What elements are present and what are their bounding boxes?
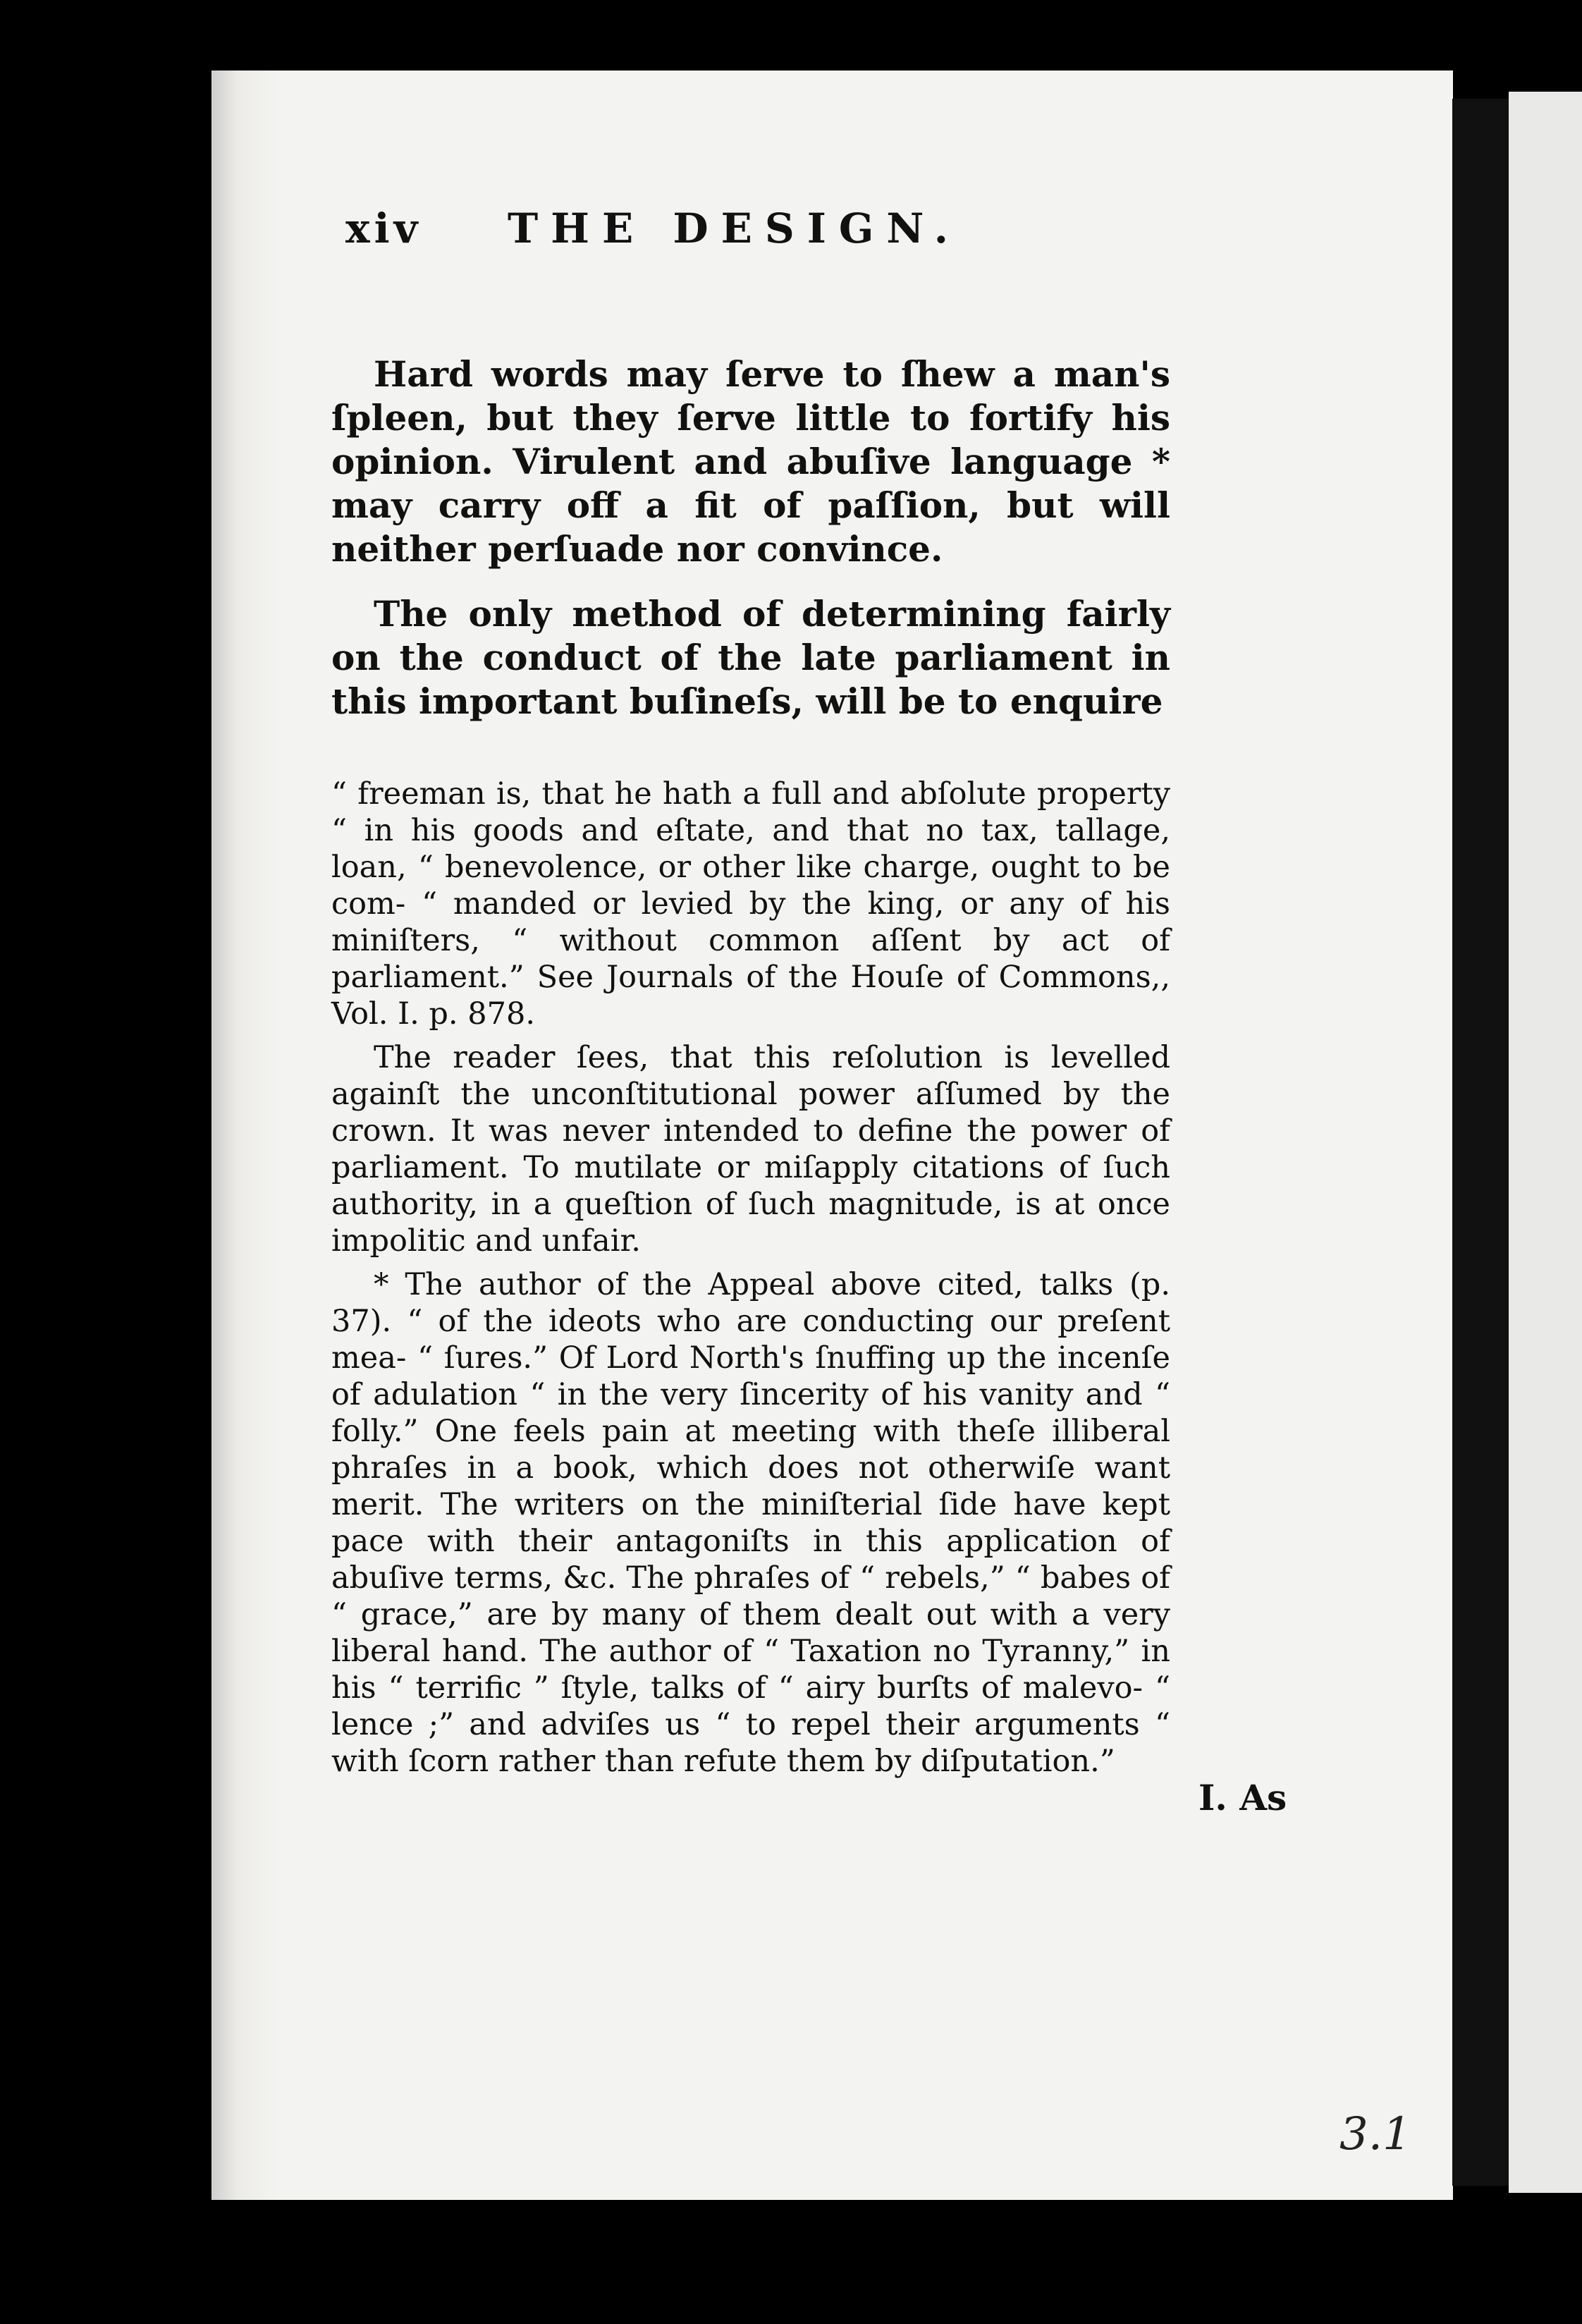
footnote-paragraph: * The author of the Appeal above cited, talks (p. 37). “ of the ideots who are conducting our preſent mea- “ ſures.” Of Lord North's ſnuffing up the incenſe of adulation “ in the very ſincerity of his vanity and “ folly.” One feels pain at meeting with theſe illiberal phraſes in a book, which does not otherwiſe want merit. The writers on the miniſterial ſide have kept pace with their antagoniſts in this application of abuſive terms, &c. The phraſes of “ rebels,” “ babes of “ grace,” are by many of them dealt out with a very liberal hand. The author of “ Taxation no Tyranny,” in his “ terrific ” ſtyle, talks of “ airy burſts of malevo- “ lence ;” and adviſes us “ to repel their arguments “ with ſcorn rather than refute them by diſputation.” (331, 1267, 1170, 1779)
paragraph: The only method of determining fairly on the conduct of the late parliament in this important buſineſs, will be to enquire (331, 593, 1170, 722)
footnote-paragraph: “ freeman is, that he hath a full and abſolute property “ in his goods and eſtate, and that no tax, tallage, loan, “ benevolence, or other like charge, ought to be com- “ manded or levied by the king, or any of his miniſters, “ without common aſſent by act of parliament.” See Journals of the Houſe of Commons,, Vol. I. p. 878. (331, 776, 1170, 1032)
footnote-block (331, 776, 1170, 1787)
page-number: xiv (345, 204, 422, 252)
book-binding (1452, 99, 1509, 2186)
paragraph: Hard words may ſerve to ſhew a man's ſpleen, but they ſerve little to fortify his opinion. Virulent and abuſive language * may carry off a fit of paſſion, but will neither perſuade nor convince. (331, 353, 1170, 570)
running-header (345, 204, 1163, 275)
main-text (331, 353, 1170, 745)
handwritten-margin-note: 3.1 (1339, 2108, 1411, 2160)
running-title: THE DESIGN. (508, 204, 961, 252)
footnote-paragraph: The reader ſees, that this reſolution is levelled againſt the unconſtitutional power aſſumed by the crown. It was never intended to define the power of parliament. To mutilate or miſapply citations of ſuch authority, in a queſtion of ſuch magnitude, is at once impolitic and unfair. (331, 1040, 1170, 1259)
page-gutter-shadow (212, 71, 276, 2200)
facing-page-edge (1509, 92, 1582, 2193)
catchword: I. As (1198, 1777, 1287, 1818)
